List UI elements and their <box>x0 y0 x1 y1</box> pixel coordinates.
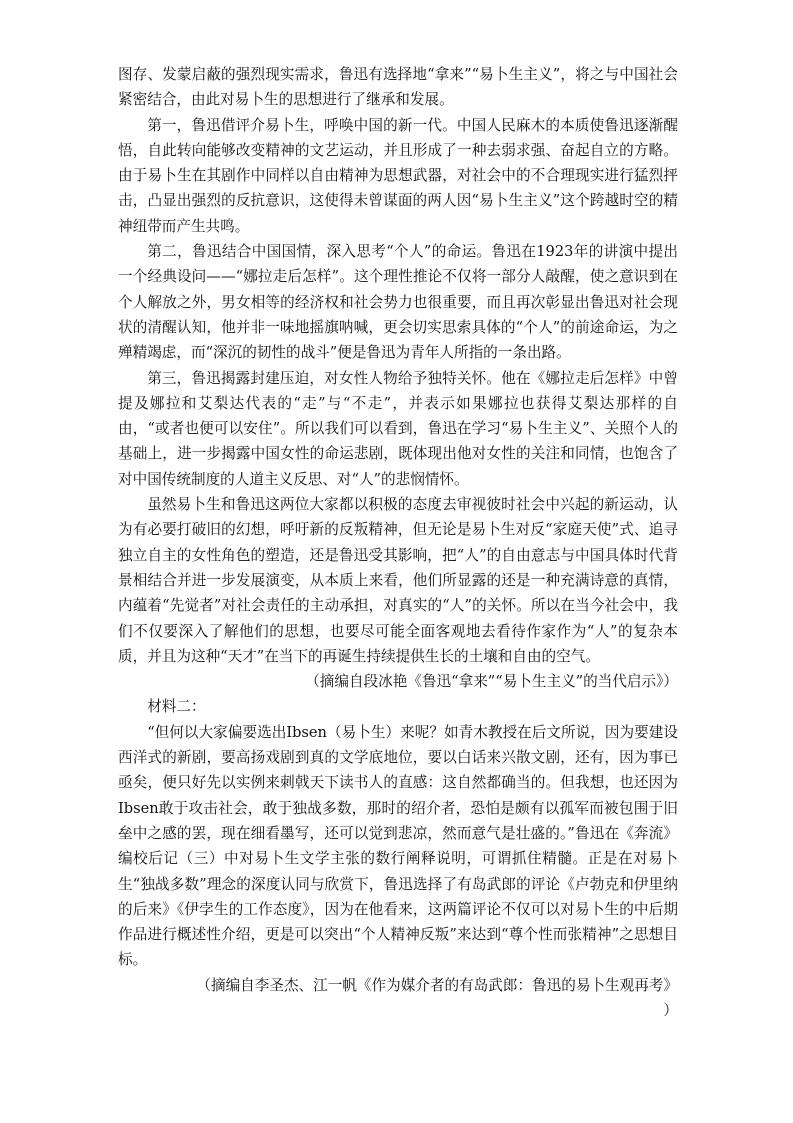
source-citation-material-one: （摘编自段冰艳《鲁迅“拿来”“易卜生主义”的当代启示》） <box>305 673 678 691</box>
paragraph-point-one: 第一，鲁迅借评介易卜生，呼唤中国的新一代。中国人民麻木的本质使鲁迅逐渐醒悟，自此转向能够改变精神的文艺运动，并且形成了一种去弱求强、奋起自立的方略。由于易卜生在其剧作中同样以自由精神为思想武器，对社会中的不合理现实进行猛烈抨击，凸显出强烈的反抗意识，这使得未曾谋面的两人因“易卜生主义”这个跨越时空的精神纽带而产生共鸣。 <box>118 116 678 235</box>
paragraph-point-two: 第二，鲁迅结合中国国情，深入思考“个人”的命运。鲁迅在1923年的讲演中提出一个经典设问——“娜拉走后怎样”。这个理性推论不仅将一部分人敲醒，使之意识到在个人解放之外，男女相等的经济权和社会势力也很重要，而且再次彰显出鲁迅对社会现状的清醒认知，他并非一味地摇旗呐喊，更会切实思索具体的“个人”的前途命运，为之殚精竭虑，而“深沉的韧性的战斗”便是鲁迅为青年人所指的一条出路。 <box>118 243 678 362</box>
paragraph-material-two: “但何以大家偏要选出Ibsen（易卜生）来呢？如青木教授在后文所说，因为要建设西洋式的新剧，要高扬戏剧到真的文学底地位，要以白话来兴散文剧，还有，因为事已亟矣，便只好先以实例来刺戟天下读书人的直感：这自然都确当的。但我想，也还因为Ibsen敢于攻击社会，敢于独战多数，那时的绍介者，恐怕是颇有以孤军而被包围于旧垒中之感的罢，现在细看墨写，还可以觉到悲凉，然而意气是壮盛的。”鲁迅在《奔流》编校后记（三）中对易卜生文学主张的数行阐释说明，可谓抓住精髓。正是在对易卜生“独战多数”理念的深度认同与欣赏下，鲁迅选择了有岛武郎的评论《卢勃克和伊里纳的后来》《伊孛生的工作态度》，因为在他看来，这两篇评论不仅可以对易卜生的中后期作品进行概述性介绍，更是可以突出“个人精神反叛”来达到“尊个性而张精神”之思想目标。 <box>118 723 678 969</box>
material-two-label: 材料二： <box>147 698 206 716</box>
document-page <box>118 62 678 1023</box>
source-citation-material-two: （摘编自李圣杰、江一帆《作为媒介者的有岛武郎：鲁迅的易卜生观再考》 <box>196 976 678 994</box>
source-citation-closing-paren: ） <box>663 1001 678 1019</box>
paragraph-conclusion: 虽然易卜生和鲁迅这两位大家都以积极的态度去审视彼时社会中兴起的新运动，认为有必要打破旧的幻想，呼吁新的反叛精神，但无论是易卜生对反“家庭天使”式、追寻独立自主的女性角色的塑造，还是鲁迅受其影响，把“人”的自由意志与中国具体时代背景相结合并进一步发展演变，从本质上来看，他们所显露的还是一种充满诗意的真情，内蕴着“先觉者”对社会责任的主动承担，对真实的“人”的关怀。所以在当今社会中，我们不仅要深入了解他们的思想，也要尽可能全面客观地去看待作家作为“人”的复杂本质，并且为这种“天才”在当下的再诞生持续提供生长的土壤和自由的空气。 <box>118 496 678 665</box>
paragraph-point-three: 第三，鲁迅揭露封建压迫，对女性人物给予独特关怀。他在《娜拉走后怎样》中曾提及娜拉和艾梨达代表的“走”与“不走”，并表示如果娜拉也获得艾梨达那样的自由，“或者也便可以安住”。所以我们可以看到，鲁迅在学习“易卜生主义”、关照个人的基础上，进一步揭露中国女性的命运悲剧，既体现出他对女性的关注和同情，也饱含了对中国传统制度的人道主义反思、对“人”的悲悯情怀。 <box>118 369 678 488</box>
paragraph-intro-continuation: 图存、发蒙启蔽的强烈现实需求，鲁迅有选择地“拿来”“易卜生主义”，将之与中国社会紧密结合，由此对易卜生的思想进行了继承和发展。 <box>118 66 678 109</box>
